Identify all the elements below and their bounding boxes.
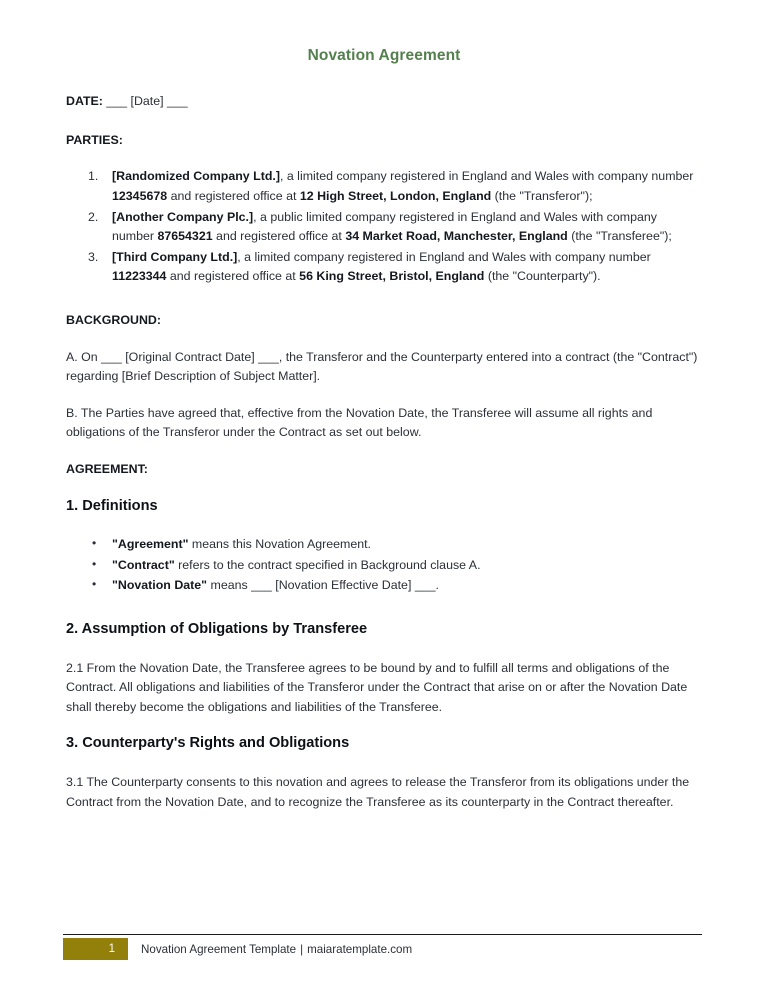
party-desc-1: , a limited company registered in England and Wales with company number — [237, 249, 651, 264]
party-desc-2: and registered office at — [166, 269, 300, 284]
document-body — [66, 46, 702, 829]
party-desc-1: , a public limited company registered in England and Wales with company number — [112, 209, 657, 244]
list-item — [66, 208, 702, 247]
list-item — [66, 167, 702, 206]
party-name: [Another Company Plc.] — [112, 209, 254, 224]
definition-term: "Agreement" — [112, 537, 189, 552]
bullet-icon: • — [92, 577, 97, 592]
background-heading: BACKGROUND: — [66, 312, 161, 327]
party-desc-3: (the "Transferor"); — [491, 188, 593, 203]
footer-template-name: Novation Agreement Template — [141, 942, 297, 956]
party-desc-2: and registered office at — [167, 188, 300, 203]
party-address: 56 King Street, Bristol, England — [299, 269, 485, 284]
footer-website: maiaratemplate.com — [307, 942, 413, 956]
list-item-number: 1. — [88, 169, 99, 184]
parties-list — [66, 167, 702, 287]
definition-text: means this Novation Agreement. — [188, 537, 371, 552]
list-item — [66, 535, 702, 555]
agreement-heading: AGREEMENT: — [66, 461, 148, 476]
party-desc-3: (the "Counterparty"). — [484, 269, 601, 284]
definition-term: "Novation Date" — [112, 578, 208, 593]
section-paragraph-2-1: 2.1 From the Novation Date, the Transferee agrees to be bound by and to fulfill all terms and obligations of the Contract. All obligations and liabilities of the Transferor under the Contract that arise on or after the Novation Date shall thereby become the obligations and liabilities of the Transferee. — [66, 660, 688, 714]
date-label: DATE: — [66, 94, 103, 109]
section-heading-assumption: 2. Assumption of Obligations by Transferee — [66, 620, 368, 637]
list-item-number: 3. — [88, 249, 99, 264]
footer-separator: | — [300, 942, 304, 956]
footer-text — [128, 938, 412, 960]
background-paragraph-b: B. The Parties have agreed that, effective from the Novation Date, the Transferee will assume all rights and obligations of the Transferor under the Contract as set out below. — [66, 405, 653, 440]
footer-row — [63, 938, 702, 960]
party-company-number: 87654321 — [157, 229, 213, 244]
date-value: ___ [Date] ___ — [106, 94, 188, 109]
list-item — [66, 576, 702, 596]
party-desc-3: (the "Transferee"); — [567, 229, 672, 244]
section-heading-counterparty: 3. Counterparty's Rights and Obligations — [66, 735, 350, 752]
party-name: [Third Company Ltd.] — [112, 249, 238, 264]
party-name: [Randomized Company Ltd.] — [112, 169, 280, 184]
date-line — [66, 92, 702, 111]
bullet-icon: • — [92, 556, 97, 571]
list-item — [66, 248, 702, 287]
party-desc-2: and registered office at — [212, 229, 346, 244]
definition-text: refers to the contract specified in Background clause A. — [174, 557, 481, 572]
party-company-number: 12345678 — [112, 188, 168, 203]
party-company-number: 11223344 — [112, 269, 167, 284]
party-address: 12 High Street, London, England — [299, 188, 492, 203]
section-heading-definitions: 1. Definitions — [66, 497, 158, 514]
footer-divider — [63, 934, 702, 935]
list-item — [66, 556, 702, 576]
list-item-number: 2. — [88, 209, 99, 224]
page-footer — [63, 934, 702, 960]
parties-heading: PARTIES: — [66, 132, 123, 147]
party-desc-1: , a limited company registered in England and Wales with company number — [279, 169, 694, 184]
bullet-icon: • — [92, 536, 97, 551]
page-title: Novation Agreement — [307, 47, 461, 64]
definition-term: "Contract" — [112, 557, 175, 572]
definitions-list — [66, 535, 702, 596]
definition-text: means ___ [Novation Effective Date] ___. — [207, 578, 439, 593]
party-address: 34 Market Road, Manchester, England — [345, 229, 568, 244]
background-paragraph-a: A. On ___ [Original Contract Date] ___, the Transferor and the Counterparty entered into a contract (the "Contract") regarding [Brief Description of Subject Matter]. — [66, 349, 698, 384]
page-number-badge: 1 — [63, 938, 128, 960]
section-paragraph-3-1: 3.1 The Counterparty consents to this novation and agrees to release the Transferor from its obligations under the Contract from the Novation Date, and to recognize the Transferee as its counterparty in the Contract thereafter. — [66, 775, 690, 809]
